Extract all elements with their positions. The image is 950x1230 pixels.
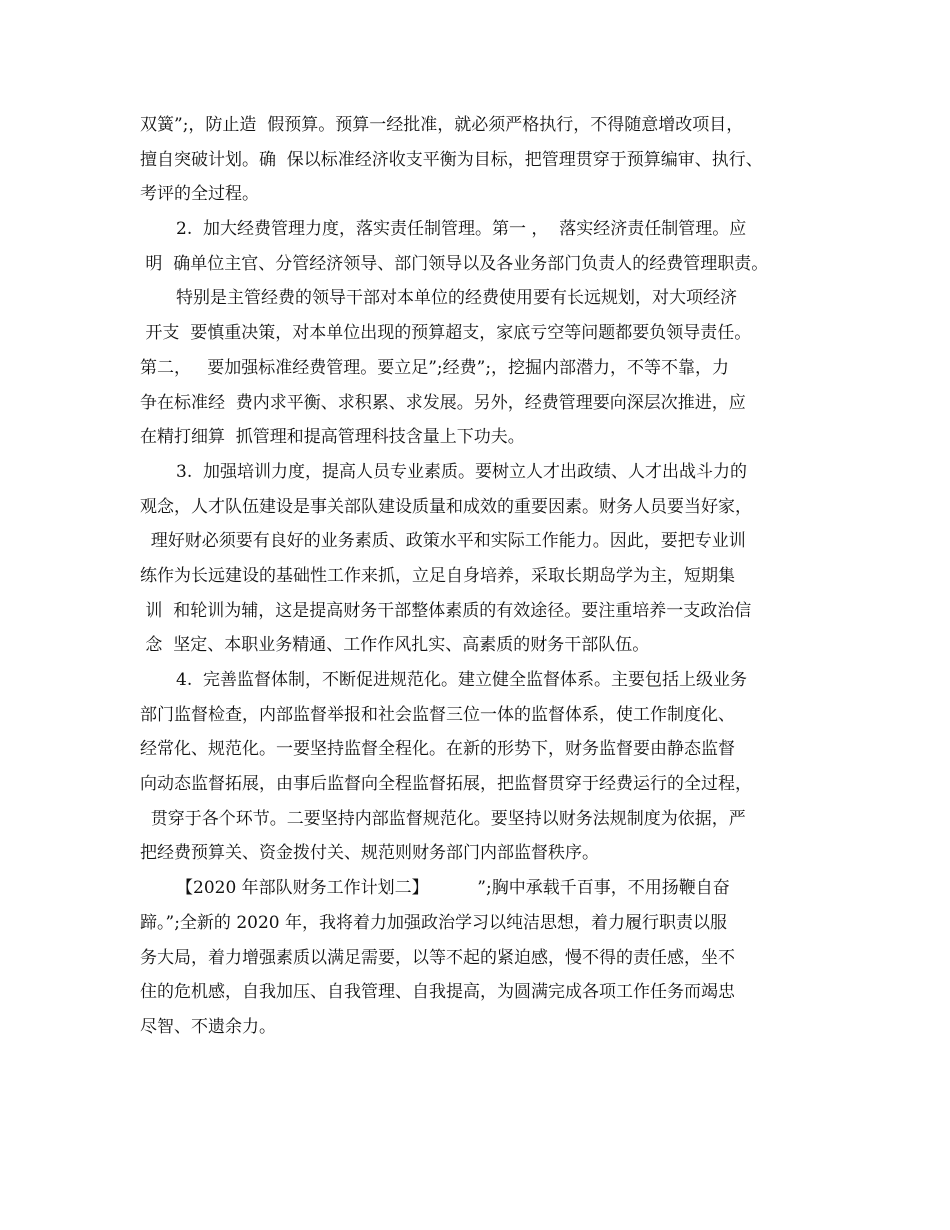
- text-line: 住的危机感，自我加压、自我管理、自我提高，为圆满完成各项工作任务而竭忠: [140, 982, 735, 1003]
- text-line: 在精打细算 抓管理和提高管理科技含量上下功夫。: [140, 427, 525, 448]
- text-line: 贯穿于各个环节。二要坚持内部监督规范化。要坚持以财务法规制度为依据，严: [140, 808, 746, 829]
- text-line: 部门监督检查，内部监督举报和社会监督三位一体的监督体系，使工作制度化、: [140, 704, 735, 725]
- section-heading-line: 【2020 年部队财务工作计划二】 ”;胸中承载千百事，不用扬鞭自奋: [176, 878, 730, 899]
- text-line: 经常化、规范化。一要坚持监督全程化。在新的形势下，财务监督要由静态监督: [140, 739, 735, 760]
- text-line: 观念，人才队伍建设是事关部队建设质量和成效的重要因素。财务人员要当好家，: [140, 496, 752, 517]
- text-line: 念 坚定、本职业务精通、工作作风扎实、高素质的财务干部队伍。: [140, 635, 650, 656]
- text-line: 理好财必须要有良好的业务素质、政策水平和实际工作能力。因此，要把专业训: [140, 531, 746, 552]
- text-line: 第二， 要加强标准经费管理。要立足”;经费”;，挖掘内部潜力，不等不靠，力: [140, 357, 730, 378]
- text-line: 开支 要慎重决策，对本单位出现的预算超支，家底亏空等问题都要负领导责任。: [140, 323, 752, 344]
- text-line: 向动态监督拓展，由事后监督向全程监督拓展，把监督贯穿于经费运行的全过程，: [140, 774, 752, 795]
- text-line: 练作为长远建设的基础性工作来抓，立足自身培养，采取长期岛学为主，短期集: [140, 565, 735, 586]
- text-line: 擅自突破计划。确 保以标准经济收支平衡为目标，把管理贯穿于预算编审、执行、: [140, 149, 763, 170]
- text-line: 明 确单位主官、分管经济领导、部门领导以及各业务部门负责人的经费管理职责。: [140, 253, 769, 274]
- text-line: 争在标准经 费内求平衡、求积累、求发展。另外，经费管理要向深层次推进，应: [140, 392, 746, 413]
- document-body: [140, 108, 820, 1045]
- paragraph-start-line: 3. 加强培训力度，提高人员专业素质。要树立人才出政绩、人才出战斗力的: [176, 461, 748, 482]
- paragraph-start-line: 特别是主管经费的领导干部对本单位的经费使用要有长远规划，对大项经济: [176, 288, 737, 309]
- paragraph-start-line: 2. 加大经费管理力度，落实责任制管理。第一 ， 落实经济责任制管理。应: [176, 219, 747, 240]
- text-line: 考评的全过程。: [140, 184, 259, 205]
- text-line: 把经费预算关、资金拨付关、规范则财务部门内部监督秩序。: [140, 843, 599, 864]
- text-line: 蹄。”;全新的 2020 年，我将着力加强政治学习以纯洁思想，着力履行职责以服: [140, 912, 727, 933]
- text-line: 尽智、不遗余力。: [140, 1016, 276, 1037]
- text-line: 训 和轮训为辅，这是提高财务干部整体素质的有效途径。要注重培养一支政治信: [140, 600, 752, 621]
- text-line: 务大局，着力增强素质以满足需要，以等不起的紧迫感，慢不得的责任感，坐不: [140, 947, 735, 968]
- paragraph-start-line: 4. 完善监督体制，不断促进规范化。建立健全监督体系。主要包括上级业务: [176, 670, 748, 690]
- text-line: 双簧”;，防止造 假预算。预算一经批准，就必须严格执行，不得随意增改项目，: [140, 115, 744, 135]
